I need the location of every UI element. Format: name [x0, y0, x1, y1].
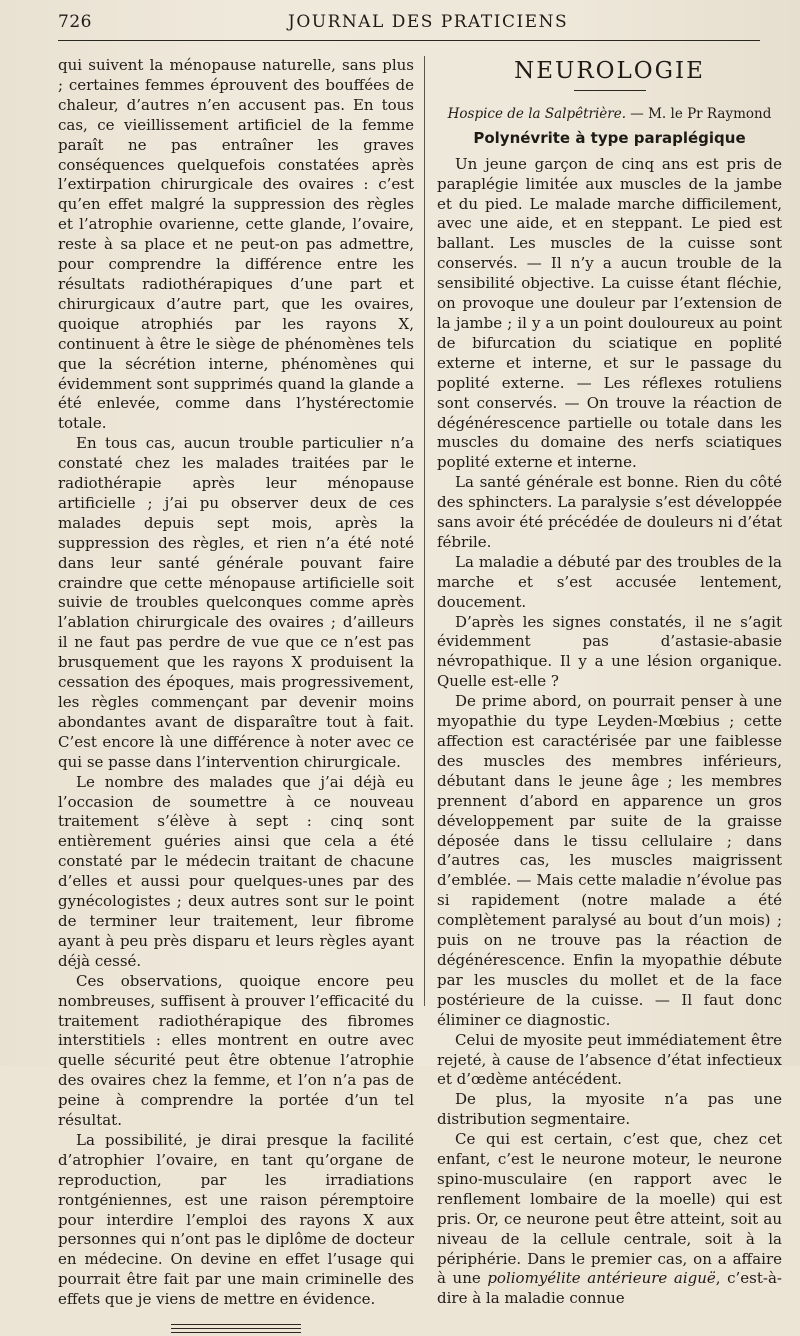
- left-paragraph-3: Le nombre des malades que j’ai déjà eu l’occasion de soumettre à ce nouveau traitement s’élève à sept : cinq sont entièrement guéries ainsi que cela a été constaté par le médecin traitant de chacune d’elles et aussi pour quelques-unes par des gynécologistes ; deux autres sont sur le point de terminer leur traitement, leur fibrome ayant à peu près disparu et leurs règles ayant déjà cessé.: [58, 772, 414, 970]
- right-paragraph-4: D’après les signes constatés, il ne s’agit évidemment pas d’astasie-abasie névropathique. Il y a une lésion organique. Quelle est-elle ?: [437, 612, 782, 691]
- right-paragraph-6: Celui de myosite peut immédiatement être rejeté, à cause de l’absence d’état infectieux et d’œdème antécédent.: [437, 1030, 782, 1089]
- section-rule: [574, 90, 646, 91]
- right-paragraph-7: De plus, la myosite n’a pas une distribution segmentaire.: [437, 1090, 782, 1129]
- right-paragraph-8: [437, 1130, 782, 1309]
- running-head: [58, 12, 760, 41]
- left-paragraph-2: En tous cas, aucun trouble particulier n’a constaté chez les malades traitées par le radiothérapie après leur ménopause artificielle ; j’ai pu observer deux de ces malades depuis sept mois, après la suppression des règles, et rien n’a été noté dans leur santé générale pouvant faire craindre que cette ménopause artificielle soit suivie de troubles quelconques comme après l’ablation chirurgicale des ovaires ; d’ailleurs il ne faut pas perdre de vue que ce n’est pas brusquement que les rayons X produisent la cessation des époques, mais progressivement, les règles commençant par devenir moins abondantes avant de disparaître tout à fait. C’est encore là une différence à noter avec ce qui se passe dans l’intervention chirurgicale.: [58, 434, 414, 771]
- left-paragraph-4: Ces observations, quoique encore peu nombreuses, suffisent à prouver l’efficacité du traitement radiothérapique des fibromes interstitiels : elles montrent en outre avec quelle sécurité peut être obtenue l’atrophie des ovaires chez la femme, et l’on n’a pas de peine à comprendre la portée d’un tel résultat.: [58, 971, 414, 1130]
- byline-author: — M. le Pr Raymond: [626, 105, 772, 122]
- italic-term: poliomyélite antérieure aiguë: [487, 1269, 716, 1288]
- right-column: [437, 56, 782, 1309]
- right-paragraph-3: La maladie a débuté par des troubles de la marche et s’est accusée lentement, doucement.: [437, 552, 782, 611]
- article-end-rule: [171, 1324, 301, 1333]
- right-paragraph-5: De prime abord, on pourrait penser à une myopathie du type Leyden-Mœbius ; cette affection est caractérisée par une faiblesse des muscles des membres inférieurs, débutant dans le jeune âge ; les membres prennent d’abord en apparence un gros développement par suite de la graisse déposée dans le tissu cellulaire ; dans d’autres cas, les muscles maigrissent d’emblée. — Mais cette maladie n’évolue pas si rapidement (notre malade a été complètement paralysé au bout d’un mois) ; puis on ne trouve pas la réaction de dégénérescence. Enfin la myopathie débute par les muscles du mollet et de la face postérieure de la cuisse. — Il faut donc éliminer ce diagnostic.: [437, 692, 782, 1029]
- journal-title: JOURNAL DES PRATICIENS: [288, 12, 569, 32]
- left-column: [58, 56, 414, 1336]
- left-paragraph-5: La possibilité, je dirai presque la facilité d’atrophier l’ovaire, en tant qu’organe de reproduction, par les irradiations rontgéniennes, est une raison péremptoire pour interdire l’emploi des rayons X aux personnes qui n’ont pas le diplôme de docteur en médecine. On devine en effet l’usage qui pourrait être fait par une main criminelle des effets que je viens de mettre en évidence.: [58, 1130, 414, 1309]
- right-paragraph-8-tail: , c’est-à-dire à la maladie connue: [437, 1269, 782, 1308]
- right-paragraph-1: Un jeune garçon de cinq ans est pris de paraplégie limitée aux muscles de la jambe et du pied. Le malade marche difficilement, avec une aide, et en steppant. Le pied est ballant. Les muscles de la cuisse sont conservés. — Il n’y a aucun trouble de la sensibilité objective. La cuisse étant fléchie, on provoque une douleur par l’extension de la jambe ; il y a un point douloureux au point de bifurcation du sciatique en poplité externe et interne, et sur le passage du poplité externe. — Les réflexes rotuliens sont conservés. — On trouve la réaction de dégénérescence partielle ou totale dans les muscles du domaine des nerfs sciatiques poplité externe et interne.: [437, 154, 782, 472]
- right-paragraph-2: La santé générale est bonne. Rien du côté des sphincters. La paralysie s’est développée sans avoir été précédée de douleurs ni d’état fébrile.: [437, 473, 782, 551]
- column-divider: [424, 56, 425, 1006]
- page-number: 726: [58, 12, 92, 32]
- byline: [437, 105, 782, 125]
- section-title: NEUROLOGIE: [514, 58, 705, 84]
- article-title: Polynévrite à type paraplégique: [473, 128, 746, 147]
- left-paragraph-1: qui suivent la ménopause naturelle, sans plus ; certaines femmes éprouvent des bouffées de chaleur, d’autres n’en accusent pas. En tous cas, ce vieillissement artificiel de la femme paraît ne pas entraîner les graves conséquences quelquefois constatées après l’extirpation chirurgicale des ovaires : c’est qu’en effet malgré la suppression des règles et l’atrophie ovarienne, cette glande, l’ovaire, reste à sa place et ne peut-on pas admettre, pour comprendre la différence entre les résultats radiothérapiques d’une part et chirurgicaux d’autre part, que les ovaires, quoique atrophiés par les rayons X, continuent à être le siège de phénomènes tels que la sécrétion interne, phénomènes qui évidemment sont supprimés quand la glande a été enlevée, comme dans l’hystérectomie totale.: [58, 56, 414, 433]
- right-paragraph-8-text: Ce qui est certain, c’est que, chez cet enfant, c’est le neurone moteur, le neurone spino-musculaire (en rapport avec le renflement lombaire de la moelle) qui est pris. Or, ce neurone peut être atteint, soit au niveau de la cellule centrale, soit à la périphérie. Dans le premier cas, on a affaire à une: [437, 1130, 782, 1288]
- byline-place: Hospice de la Salpêtrière.: [447, 105, 627, 122]
